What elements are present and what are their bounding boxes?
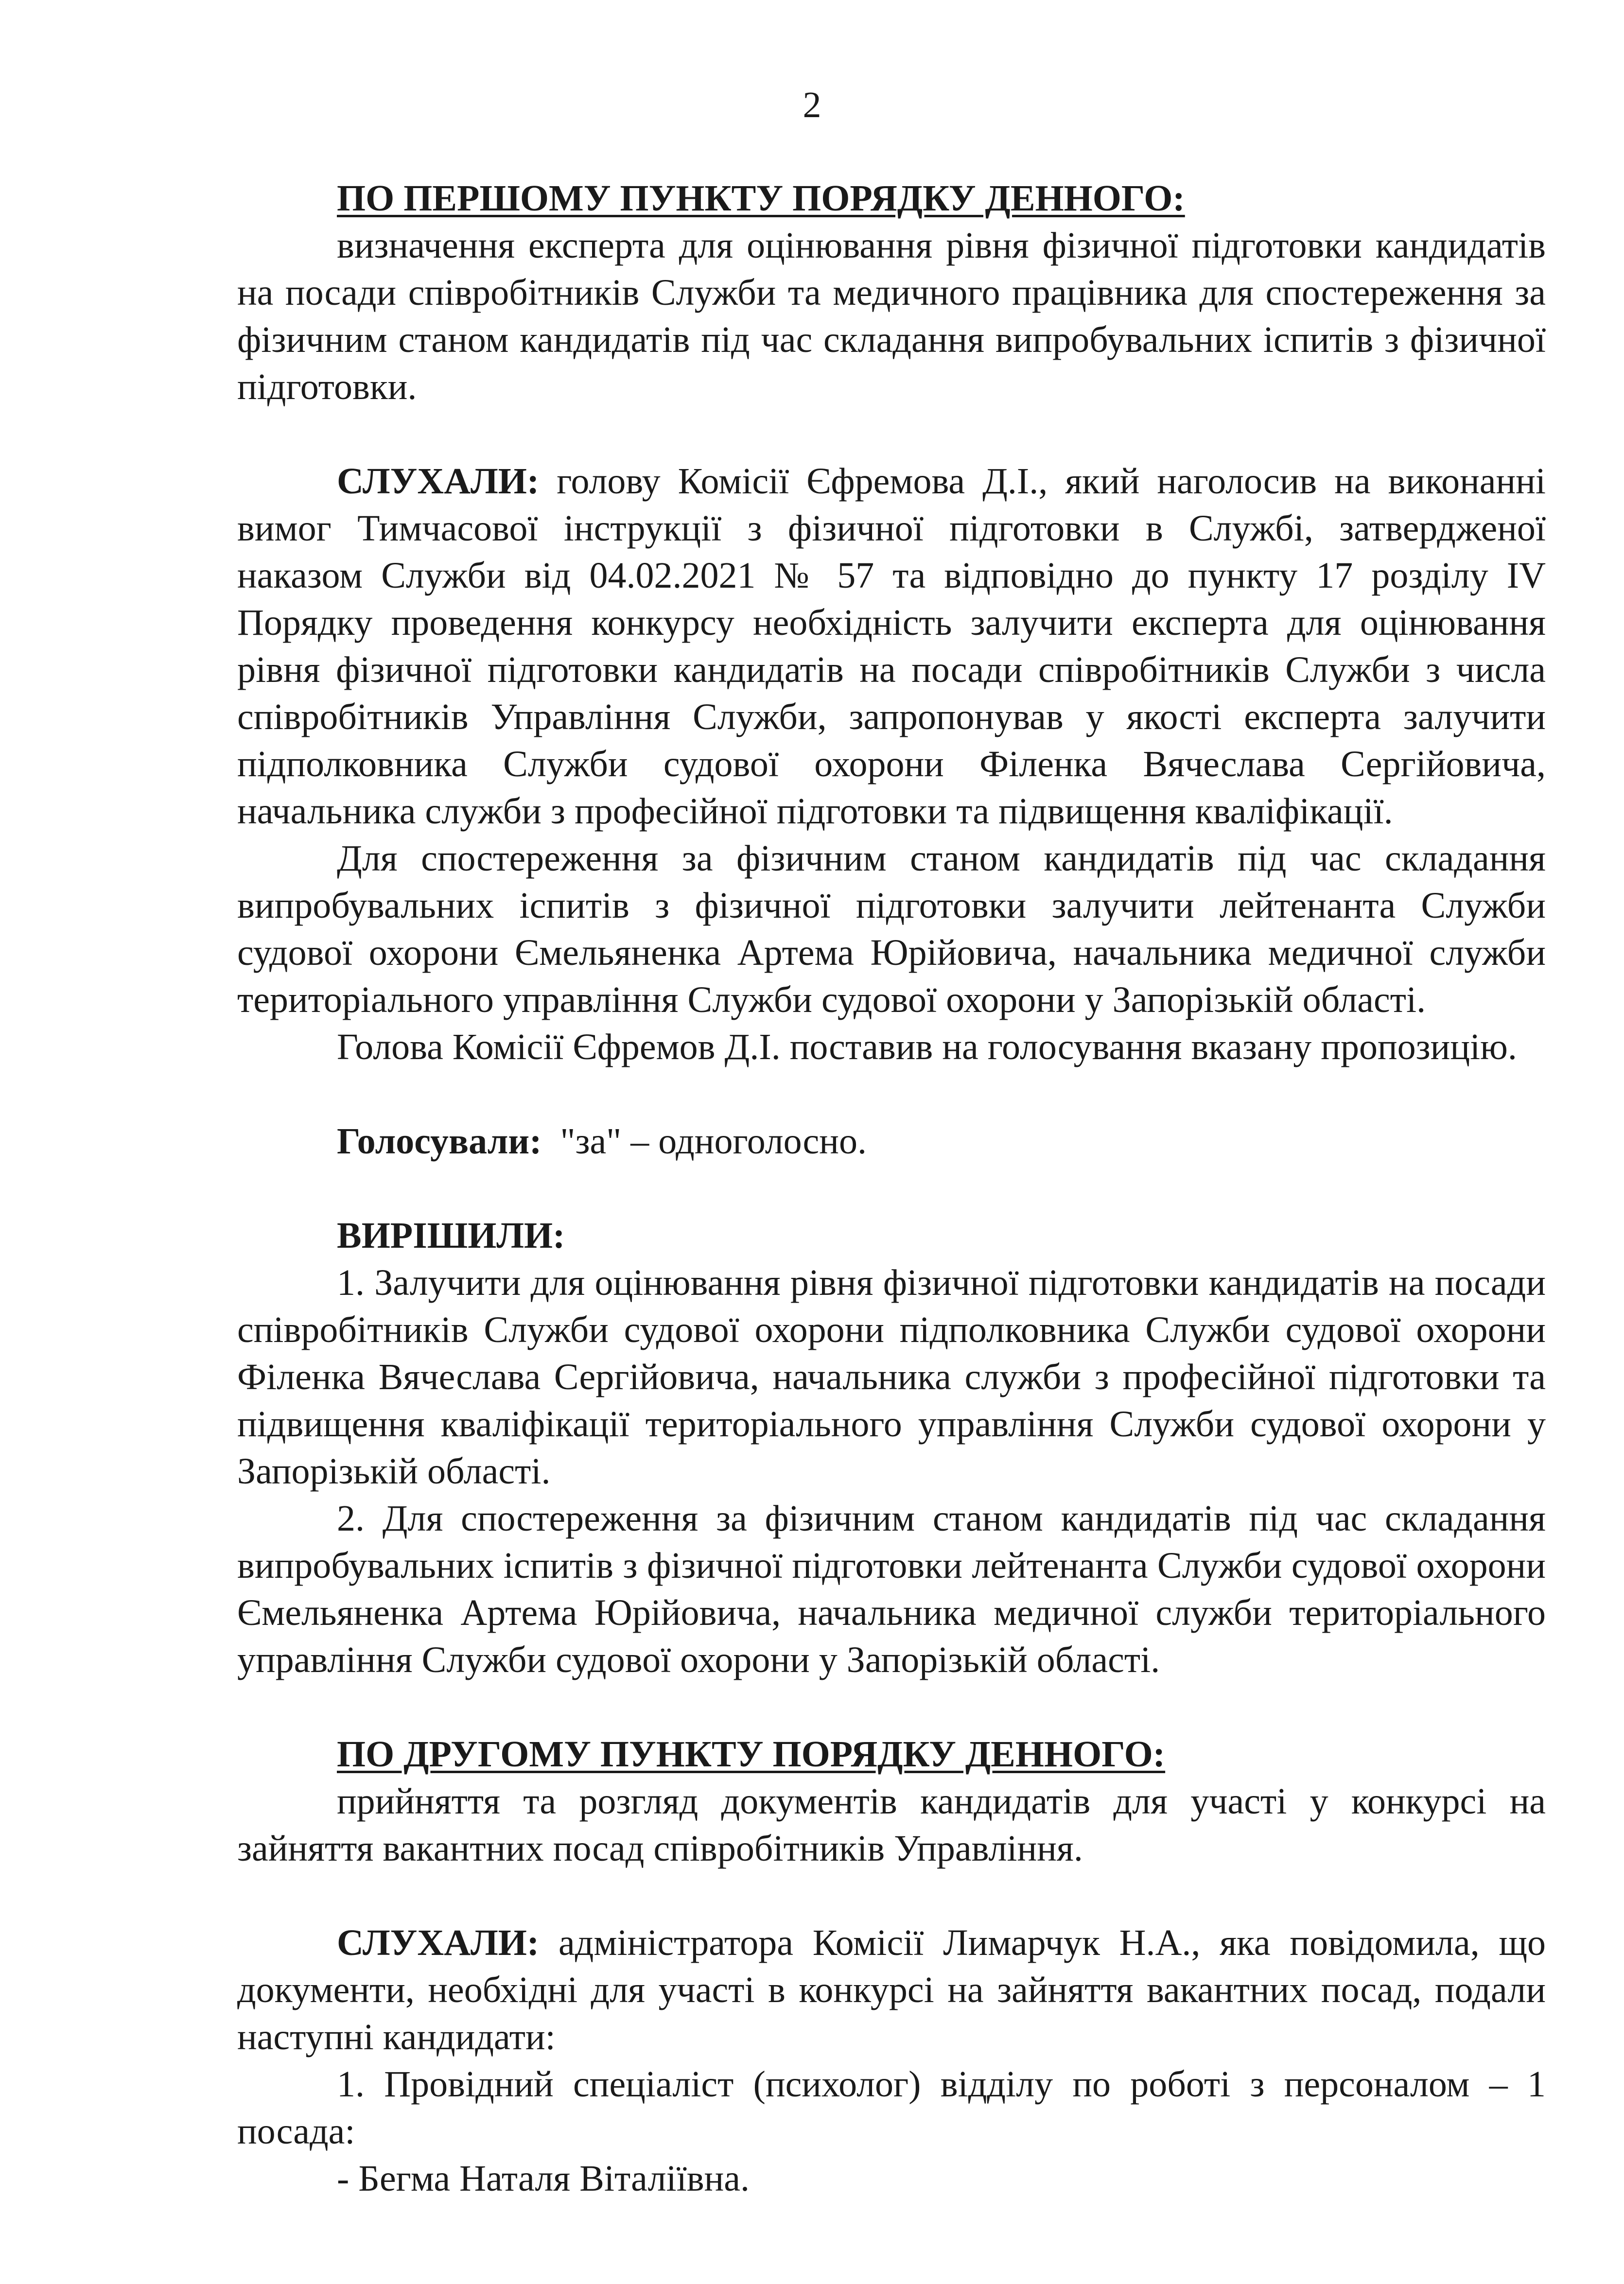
section1-voted-paragraph xyxy=(237,1118,1546,1165)
section2-heard-paragraph xyxy=(237,1919,1546,2061)
section2-agenda: прийняття та розгляд документів кандидатів для участі у конкурсі на зайняття вакантних посад співробітників Управління. xyxy=(237,1781,1546,1869)
section2-heard-text: адміністратора Комісії Лимарчук Н.А., яка повідомила, що документи, необхідні для участі в конкурсі на зайняття вакантних посад, подали наступні кандидати: xyxy=(237,1922,1546,2057)
section1-decided-label-line xyxy=(237,1212,1546,1259)
section2-heard-label: СЛУХАЛИ: xyxy=(337,1922,540,1963)
section1-decision-2: 2. Для спостереження за фізичним станом кандидатів під час складання випробувальних іспитів з фізичної підготовки лейтенанта Служби судової охорони Ємельяненка Артема Юрійовича, начальника медичної служби територіального управління Служби судової охорони у Запорізькій області. xyxy=(237,1498,1546,1680)
section1-heard-text: голову Комісії Єфремова Д.І., який наголосив на виконанні вимог Тимчасової інструкції з фізичної підготовки в Службі, затвердженої наказом Служби від 04.02.2021 № 57 та відповідно до пункту 17 розділу IV Порядку проведення конкурсу необхідність залучити експерта для оцінювання рівня фізичної підготовки кандидатів на посади співробітників Служби з числа співробітників Управління Служби, запропонував у якості експерта залучити підполковника Служби судової охорони Філенка Вячеслава Сергійовича, начальника служби з професійної підготовки та підвищення кваліфікації. xyxy=(237,461,1546,832)
section1-voted-text: "за" – одноголосно. xyxy=(541,1121,867,1162)
section1-agenda: визначення експерта для оцінювання рівня фізичної підготовки кандидатів на посади співробітників Служби та медичного працівника для спостереження за фізичним станом кандидатів під час складання випробувальних іспитів з фізичної підготовки. xyxy=(237,225,1546,407)
section1-heading: ПО ПЕРШОМУ ПУНКТУ ПОРЯДКУ ДЕННОГО: xyxy=(337,178,1185,219)
section1-heard-paragraph-2: Для спостереження за фізичним станом кандидатів під час складання випробувальних іспитів з фізичної підготовки залучити лейтенанта Служби судової охорони Ємельяненка Артема Юрійовича, начальника медичної служби територіального управління Служби судової охорони у Запорізькій області. xyxy=(237,838,1546,1020)
section1-decision-1: 1. Залучити для оцінювання рівня фізичної підготовки кандидатів на посади співробітників Служби судової охорони підполковника Служби судової охорони Філенка Вячеслава Сергійовича, начальника служби з професійної підготовки та підвищення кваліфікації територіального управління Служби судової охорони у Запорізькій області. xyxy=(237,1262,1546,1492)
section1-heard-paragraph xyxy=(237,458,1546,835)
document-body xyxy=(237,175,1546,2202)
section2-heading: ПО ДРУГОМУ ПУНКТУ ПОРЯДКУ ДЕННОГО: xyxy=(337,1734,1166,1775)
section1-heard-label: СЛУХАЛИ: xyxy=(337,461,540,502)
section2-position-1: 1. Провідний спеціаліст (психолог) відділу по роботі з персоналом – 1 посада: xyxy=(237,2064,1546,2152)
section1-heard-paragraph-3: Голова Комісії Єфремов Д.І. поставив на голосування вказану пропозицію. xyxy=(337,1027,1517,1067)
section1-decided-label: ВИРІШИЛИ: xyxy=(337,1215,565,1256)
page-number: 2 xyxy=(803,85,821,125)
section2-candidate-1: - Бегма Наталя Віталіївна. xyxy=(337,2158,750,2199)
section1-voted-label: Голосували: xyxy=(337,1121,542,1162)
